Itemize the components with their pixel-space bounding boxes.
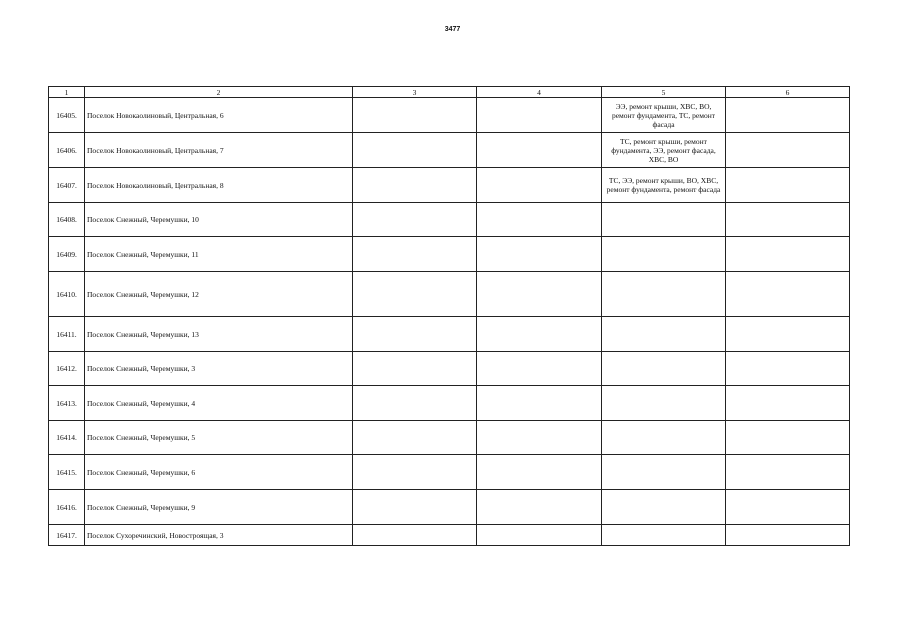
row-col4 xyxy=(477,421,602,455)
table-row xyxy=(49,237,850,272)
row-col3 xyxy=(353,168,477,203)
column-header: 2 xyxy=(85,87,353,98)
row-works xyxy=(602,317,726,352)
row-number: 16413. xyxy=(49,386,85,421)
row-col6 xyxy=(726,455,850,490)
table-row xyxy=(49,317,850,352)
row-col3 xyxy=(353,317,477,352)
row-works xyxy=(602,272,726,317)
row-address: Поселок Снежный, Черемушки, 9 xyxy=(85,490,353,525)
row-number: 16407. xyxy=(49,168,85,203)
row-number: 16405. xyxy=(49,98,85,133)
row-col6 xyxy=(726,421,850,455)
table-row xyxy=(49,352,850,386)
row-works xyxy=(602,525,726,546)
row-number: 16414. xyxy=(49,421,85,455)
row-col4 xyxy=(477,455,602,490)
row-works xyxy=(602,352,726,386)
row-address: Поселок Новокаолиновый, Центральная, 8 xyxy=(85,168,353,203)
row-address: Поселок Снежный, Черемушки, 11 xyxy=(85,237,353,272)
table-row xyxy=(49,490,850,525)
table-row xyxy=(49,203,850,237)
table-row xyxy=(49,168,850,203)
row-address: Поселок Снежный, Черемушки, 4 xyxy=(85,386,353,421)
row-col3 xyxy=(353,421,477,455)
row-number: 16415. xyxy=(49,455,85,490)
column-header: 3 xyxy=(353,87,477,98)
row-col4 xyxy=(477,203,602,237)
row-works: ТС, ремонт крыши, ремонт фундамента, ЭЭ, ремонт фасада, ХВС, ВО xyxy=(602,133,726,168)
table-row xyxy=(49,421,850,455)
column-header: 6 xyxy=(726,87,850,98)
row-address: Поселок Снежный, Черемушки, 6 xyxy=(85,455,353,490)
row-works xyxy=(602,203,726,237)
column-header: 5 xyxy=(602,87,726,98)
column-header: 4 xyxy=(477,87,602,98)
row-col4 xyxy=(477,386,602,421)
row-works: ТС, ЭЭ, ремонт крыши, ВО, ХВС, ремонт фундамента, ремонт фасада xyxy=(602,168,726,203)
row-works xyxy=(602,237,726,272)
row-col6 xyxy=(726,168,850,203)
row-col3 xyxy=(353,133,477,168)
row-col3 xyxy=(353,98,477,133)
row-col6 xyxy=(726,237,850,272)
row-address: Поселок Новокаолиновый, Центральная, 7 xyxy=(85,133,353,168)
row-col4 xyxy=(477,317,602,352)
row-col4 xyxy=(477,490,602,525)
row-col3 xyxy=(353,203,477,237)
row-col6 xyxy=(726,203,850,237)
row-col6 xyxy=(726,317,850,352)
page-number: 3477 xyxy=(444,26,461,33)
table-row xyxy=(49,525,850,546)
row-address: Поселок Снежный, Черемушки, 12 xyxy=(85,272,353,317)
row-col3 xyxy=(353,525,477,546)
row-works xyxy=(602,386,726,421)
table-row xyxy=(49,133,850,168)
row-works xyxy=(602,490,726,525)
row-col3 xyxy=(353,237,477,272)
row-address: Поселок Снежный, Черемушки, 13 xyxy=(85,317,353,352)
register-table xyxy=(48,86,850,546)
row-col6 xyxy=(726,525,850,546)
row-number: 16406. xyxy=(49,133,85,168)
row-col6 xyxy=(726,133,850,168)
row-number: 16417. xyxy=(49,525,85,546)
row-col3 xyxy=(353,352,477,386)
row-address: Поселок Снежный, Черемушки, 10 xyxy=(85,203,353,237)
row-col4 xyxy=(477,133,602,168)
row-col3 xyxy=(353,272,477,317)
row-col6 xyxy=(726,272,850,317)
row-works: ЭЭ, ремонт крыши, ХВС, ВО, ремонт фундамента, ТС, ремонт фасада xyxy=(602,98,726,133)
row-number: 16412. xyxy=(49,352,85,386)
row-works xyxy=(602,455,726,490)
row-col6 xyxy=(726,98,850,133)
table-row xyxy=(49,98,850,133)
row-col6 xyxy=(726,352,850,386)
table-row xyxy=(49,272,850,317)
row-address: Поселок Сухоречинский, Новостроящая, 3 xyxy=(85,525,353,546)
header-row xyxy=(49,87,850,98)
row-number: 16410. xyxy=(49,272,85,317)
row-address: Поселок Новокаолиновый, Центральная, 6 xyxy=(85,98,353,133)
row-col3 xyxy=(353,455,477,490)
row-col4 xyxy=(477,237,602,272)
row-works xyxy=(602,421,726,455)
column-header: 1 xyxy=(49,87,85,98)
table-row xyxy=(49,455,850,490)
row-address: Поселок Снежный, Черемушки, 5 xyxy=(85,421,353,455)
row-col4 xyxy=(477,352,602,386)
row-address: Поселок Снежный, Черемушки, 3 xyxy=(85,352,353,386)
row-col4 xyxy=(477,98,602,133)
row-col3 xyxy=(353,386,477,421)
row-col6 xyxy=(726,386,850,421)
row-col4 xyxy=(477,272,602,317)
table-row xyxy=(49,386,850,421)
row-col4 xyxy=(477,168,602,203)
row-number: 16411. xyxy=(49,317,85,352)
row-number: 16408. xyxy=(49,203,85,237)
row-col4 xyxy=(477,525,602,546)
row-col3 xyxy=(353,490,477,525)
row-number: 16416. xyxy=(49,490,85,525)
row-number: 16409. xyxy=(49,237,85,272)
row-col6 xyxy=(726,490,850,525)
